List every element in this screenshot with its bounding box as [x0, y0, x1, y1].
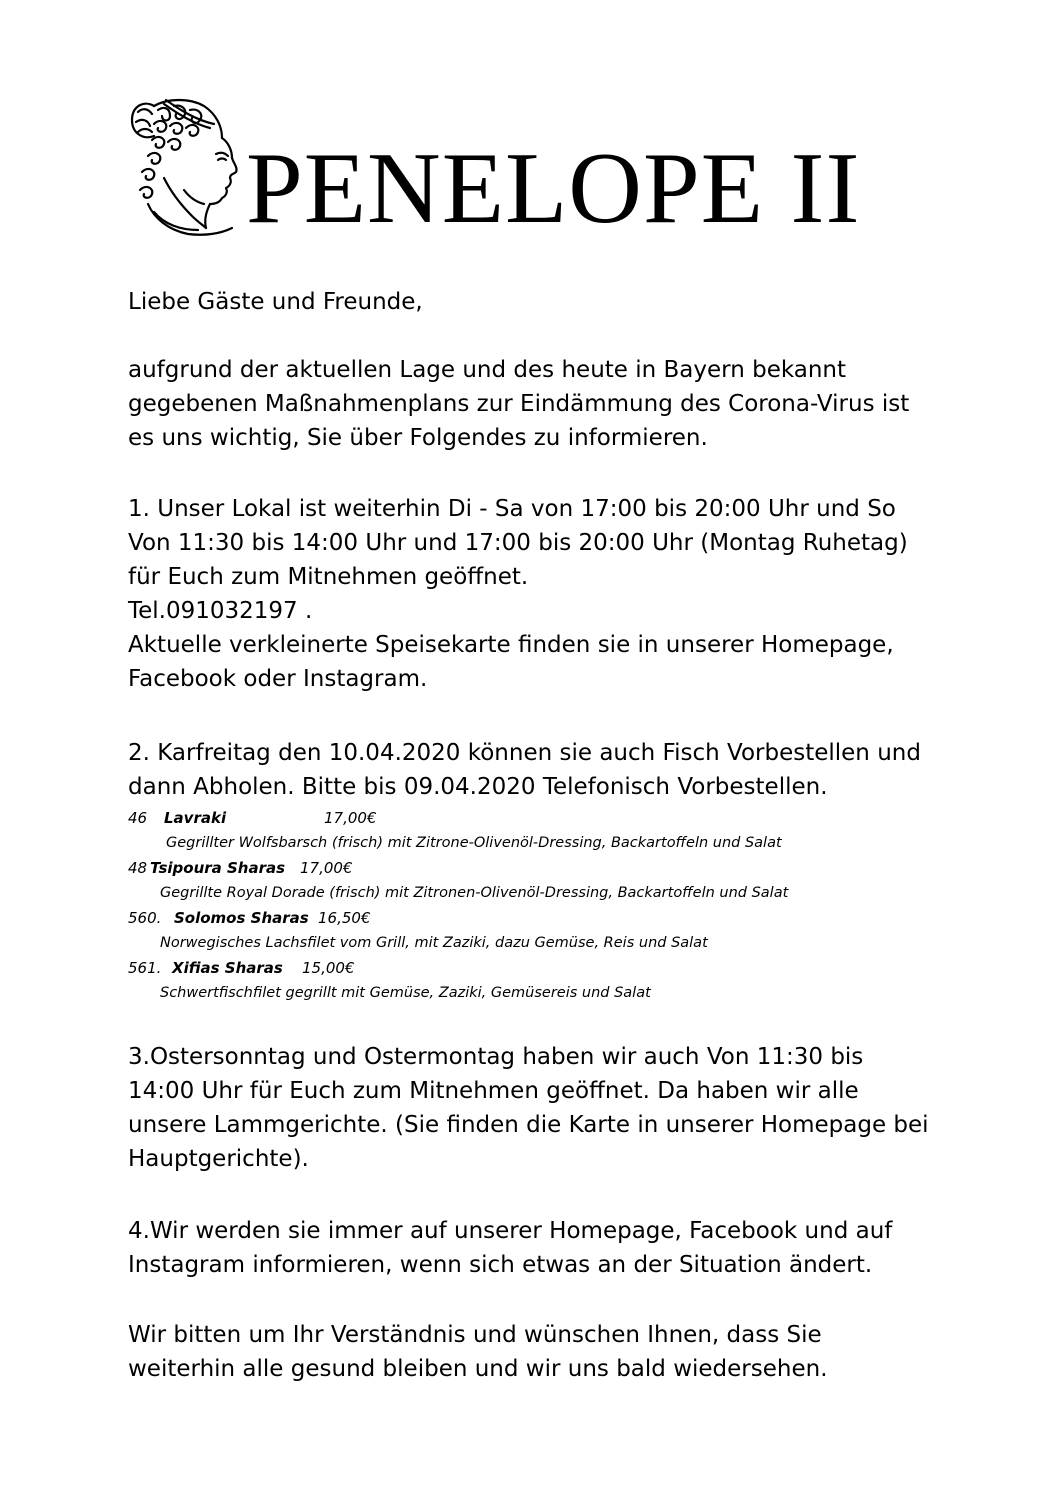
menu-item-name: Tsipoura Sharas	[150, 859, 286, 877]
item3-line: unsere Lammgerichte. (Sie finden die Karte in unserer Homepage bei	[128, 1112, 929, 1138]
menu-item-number: 48	[128, 859, 148, 877]
item4-line: 4.Wir werden sie immer auf unserer Homepage, Facebook und auf	[128, 1218, 893, 1244]
menu-item-price: 17,00€	[324, 809, 377, 827]
menu-item-name: Xifias Sharas	[172, 959, 283, 977]
item1-line: Aktuelle verkleinerte Speisekarte finden sie in unserer Homepage,	[128, 632, 894, 658]
item4-line: Instagram informieren, wenn sich etwas an der Situation ändert.	[128, 1252, 873, 1278]
opening-hours-paragraph	[128, 492, 948, 696]
menu-item-name: Solomos Sharas	[174, 909, 309, 927]
item1-line: Von 11:30 bis 14:00 Uhr und 17:00 bis 20:00 Uhr (Montag Ruhetag)	[128, 530, 908, 556]
menu-item-price: 17,00€	[300, 859, 353, 877]
intro-paragraph	[128, 353, 948, 455]
menu-item-description: Norwegisches Lachsfilet vom Grill, mit Zaziki, dazu Gemüse, Reis und Salat	[160, 935, 708, 951]
menu-item-price: 15,00€	[302, 959, 355, 977]
menu-item-row	[128, 906, 371, 930]
menu-item-description: Gegrillte Royal Dorade (frisch) mit Zitronen-Olivenöl-Dressing, Backartoffeln und Salat	[160, 885, 789, 901]
item1-line: 1. Unser Lokal ist weiterhin Di - Sa von 17:00 bis 20:00 Uhr und So	[128, 496, 896, 522]
menu-item-row	[128, 956, 355, 980]
menu-item-price: 16,50€	[318, 909, 371, 927]
menu-item-description: Schwertfischfilet gegrillt mit Gemüse, Zaziki, Gemüsereis und Salat	[160, 985, 651, 1001]
closing-line: weiterhin alle gesund bleiben und wir uns bald wiedersehen.	[128, 1356, 828, 1382]
menu-item-number: 560.	[128, 909, 162, 927]
easter-paragraph	[128, 1040, 948, 1176]
menu-item-row	[128, 856, 353, 880]
closing-line: Wir bitten um Ihr Verständnis und wünschen Ihnen, dass Sie	[128, 1322, 822, 1348]
item3-line: 3.Ostersonntag und Ostermontag haben wir auch Von 11:30 bis	[128, 1044, 864, 1070]
penelope-head-logo-icon	[124, 94, 246, 240]
intro-line: aufgrund der aktuellen Lage und des heute in Bayern bekannt	[128, 357, 847, 383]
good-friday-paragraph	[128, 736, 948, 804]
menu-item-name: Lavraki	[164, 809, 227, 827]
item1-line: für Euch zum Mitnehmen geöffnet.	[128, 564, 529, 590]
intro-line: es uns wichtig, Sie über Folgendes zu informieren.	[128, 425, 708, 451]
menu-item-description: Gegrillter Wolfsbarsch (frisch) mit Zitrone-Olivenöl-Dressing, Backartoffeln und Salat	[166, 835, 782, 851]
menu-item-number: 46	[128, 809, 148, 827]
closing-paragraph	[128, 1318, 948, 1386]
updates-paragraph	[128, 1214, 948, 1282]
greeting	[128, 285, 948, 319]
item1-line: Facebook oder Instagram.	[128, 666, 428, 692]
greeting-line: Liebe Gäste und Freunde,	[128, 289, 423, 315]
item2-line: dann Abholen. Bitte bis 09.04.2020 Telefonisch Vorbestellen.	[128, 774, 828, 800]
item3-line: 14:00 Uhr für Euch zum Mitnehmen geöffnet. Da haben wir alle	[128, 1078, 859, 1104]
menu-item-row	[128, 806, 377, 830]
restaurant-title: PENELOPE II	[246, 132, 861, 245]
phone-number: Tel.091032197 .	[128, 598, 313, 624]
menu-item-number: 561.	[128, 959, 162, 977]
intro-line: gegebenen Maßnahmenplans zur Eindämmung des Corona-Virus ist	[128, 391, 910, 417]
item2-line: 2. Karfreitag den 10.04.2020 können sie auch Fisch Vorbestellen und	[128, 740, 921, 766]
item3-line: Hauptgerichte).	[128, 1146, 309, 1172]
